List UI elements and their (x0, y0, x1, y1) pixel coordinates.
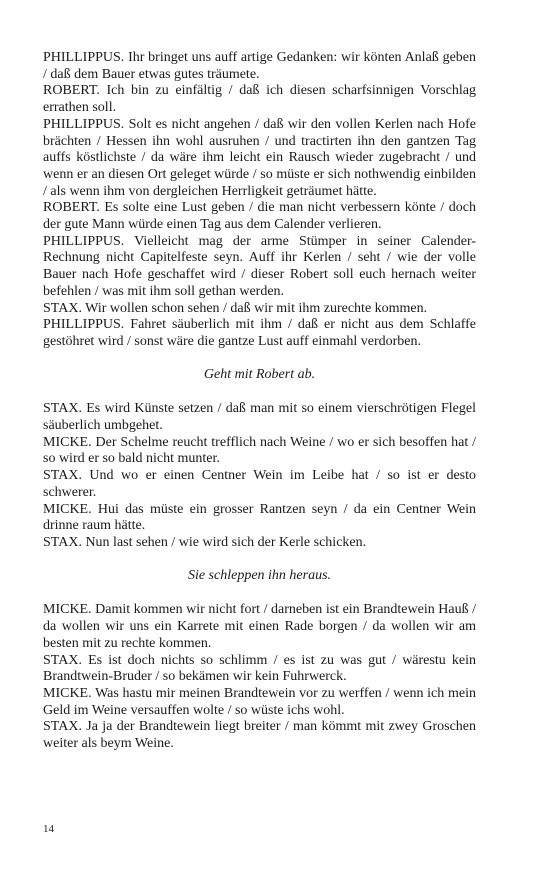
dialogue-block-3 (43, 602, 476, 752)
stage-direction: Sie schleppen ihn heraus. (187, 567, 332, 583)
dialogue-paragraph: MICKE. Damit kommen wir nicht fort / darneben ist ein Brandtewein Hauß / da wollen wir uns ein Karrete mit einen Rade borgen / da wollen wir am besten mit zu rechte kommen. (43, 602, 476, 651)
dialogue-paragraph: STAX. Wir wollen schon sehen / daß wir mit ihm zurechte kommen. (43, 300, 428, 316)
dialogue-paragraph: PHILLIPPUS. Fahret säuberlich mit ihm / daß er nicht aus dem Schlaffe gestöhret wird / sonst wäre die gantze Lust auff einmahl verdorben. (43, 317, 476, 349)
dialogue-paragraph: MICKE. Was hastu mir meinen Brandtewein vor zu werffen / wenn ich mein Geld im Weine versauffen wolte / so wüste ichs wohl. (43, 685, 476, 718)
dialogue-paragraph: STAX. Es ist doch nichts so schlimm / es ist zu was gut / wärestu kein Brandtwein-Bruder / so bekämen wir kein Fuhrwerck. (43, 652, 476, 685)
dialogue-paragraph: STAX. Es wird Künste setzen / daß man mit so einem vierschrötigen Flegel säuberlich umbgehet. (43, 401, 476, 434)
dialogue-block-2 (43, 401, 476, 551)
dialogue-paragraph: STAX. Und wo er einen Centner Wein im Leibe hat / so ist er desto schwerer. (43, 468, 476, 500)
dialogue-paragraph: STAX. Nun last sehen / wie wird sich der Kerle schicken. (43, 534, 367, 550)
dialogue-paragraph: MICKE. Der Schelme reucht trefflich nach Weine / wo er sich besoffen hat / so wird er so bald nicht munter. (43, 434, 476, 467)
dialogue-paragraph: MICKE. Hui das müste ein grosser Rantzen seyn / da ein Centner Wein drinne raum hätte. (43, 501, 476, 534)
stage-direction: Geht mit Robert ab. (203, 366, 316, 382)
dialogue-paragraph: STAX. Ja ja der Brandtewein liegt breiter / man kömmt mit zwey Groschen weiter als beym Weine. (43, 719, 476, 752)
page-body (43, 50, 476, 753)
dialogue-paragraph: PHILLIPPUS. Ihr bringet uns auff artige Gedanken: wir könten Anlaß geben / daß dem Bauer etwas gutes träumete. (43, 50, 476, 82)
dialogue-block-1 (43, 50, 476, 351)
page-number: 14 (43, 823, 54, 835)
dialogue-paragraph: ROBERT. Ich bin zu einfältig / daß ich diesen scharfsinnigen Vorschlag errathen soll. (43, 83, 476, 116)
dialogue-paragraph: PHILLIPPUS. Solt es nicht angehen / daß wir den vollen Kerlen nach Hofe brächten / Hessen ihn wohl ausruhen / und tractirten ihn den gantzen Tag auffs köstlichste / da wäre ihm leicht ein Rausch wieder zugebracht / und wenn er an diesen Ort geleget würde / so müste er sich nothwendig einbilden / als wenn ihm von dergleichen Herrligkeit geträumet hätte. (43, 116, 476, 199)
dialogue-paragraph: ROBERT. Es solte eine Lust geben / die man nicht verbessern könte / doch der gute Mann würde einen Tag aus dem Calender verlieren. (43, 200, 476, 233)
dialogue-paragraph: PHILLIPPUS. Vielleicht mag der arme Stümper in seiner Calender-Rechnung nicht Capitelfeste seyn. Auff ihr Kerlen / seht / wie der volle Bauer nach Hofe geschaffet wird / dieser Robert soll euch hernach weiter befehlen / was mit ihm soll gethan werden. (43, 233, 476, 299)
